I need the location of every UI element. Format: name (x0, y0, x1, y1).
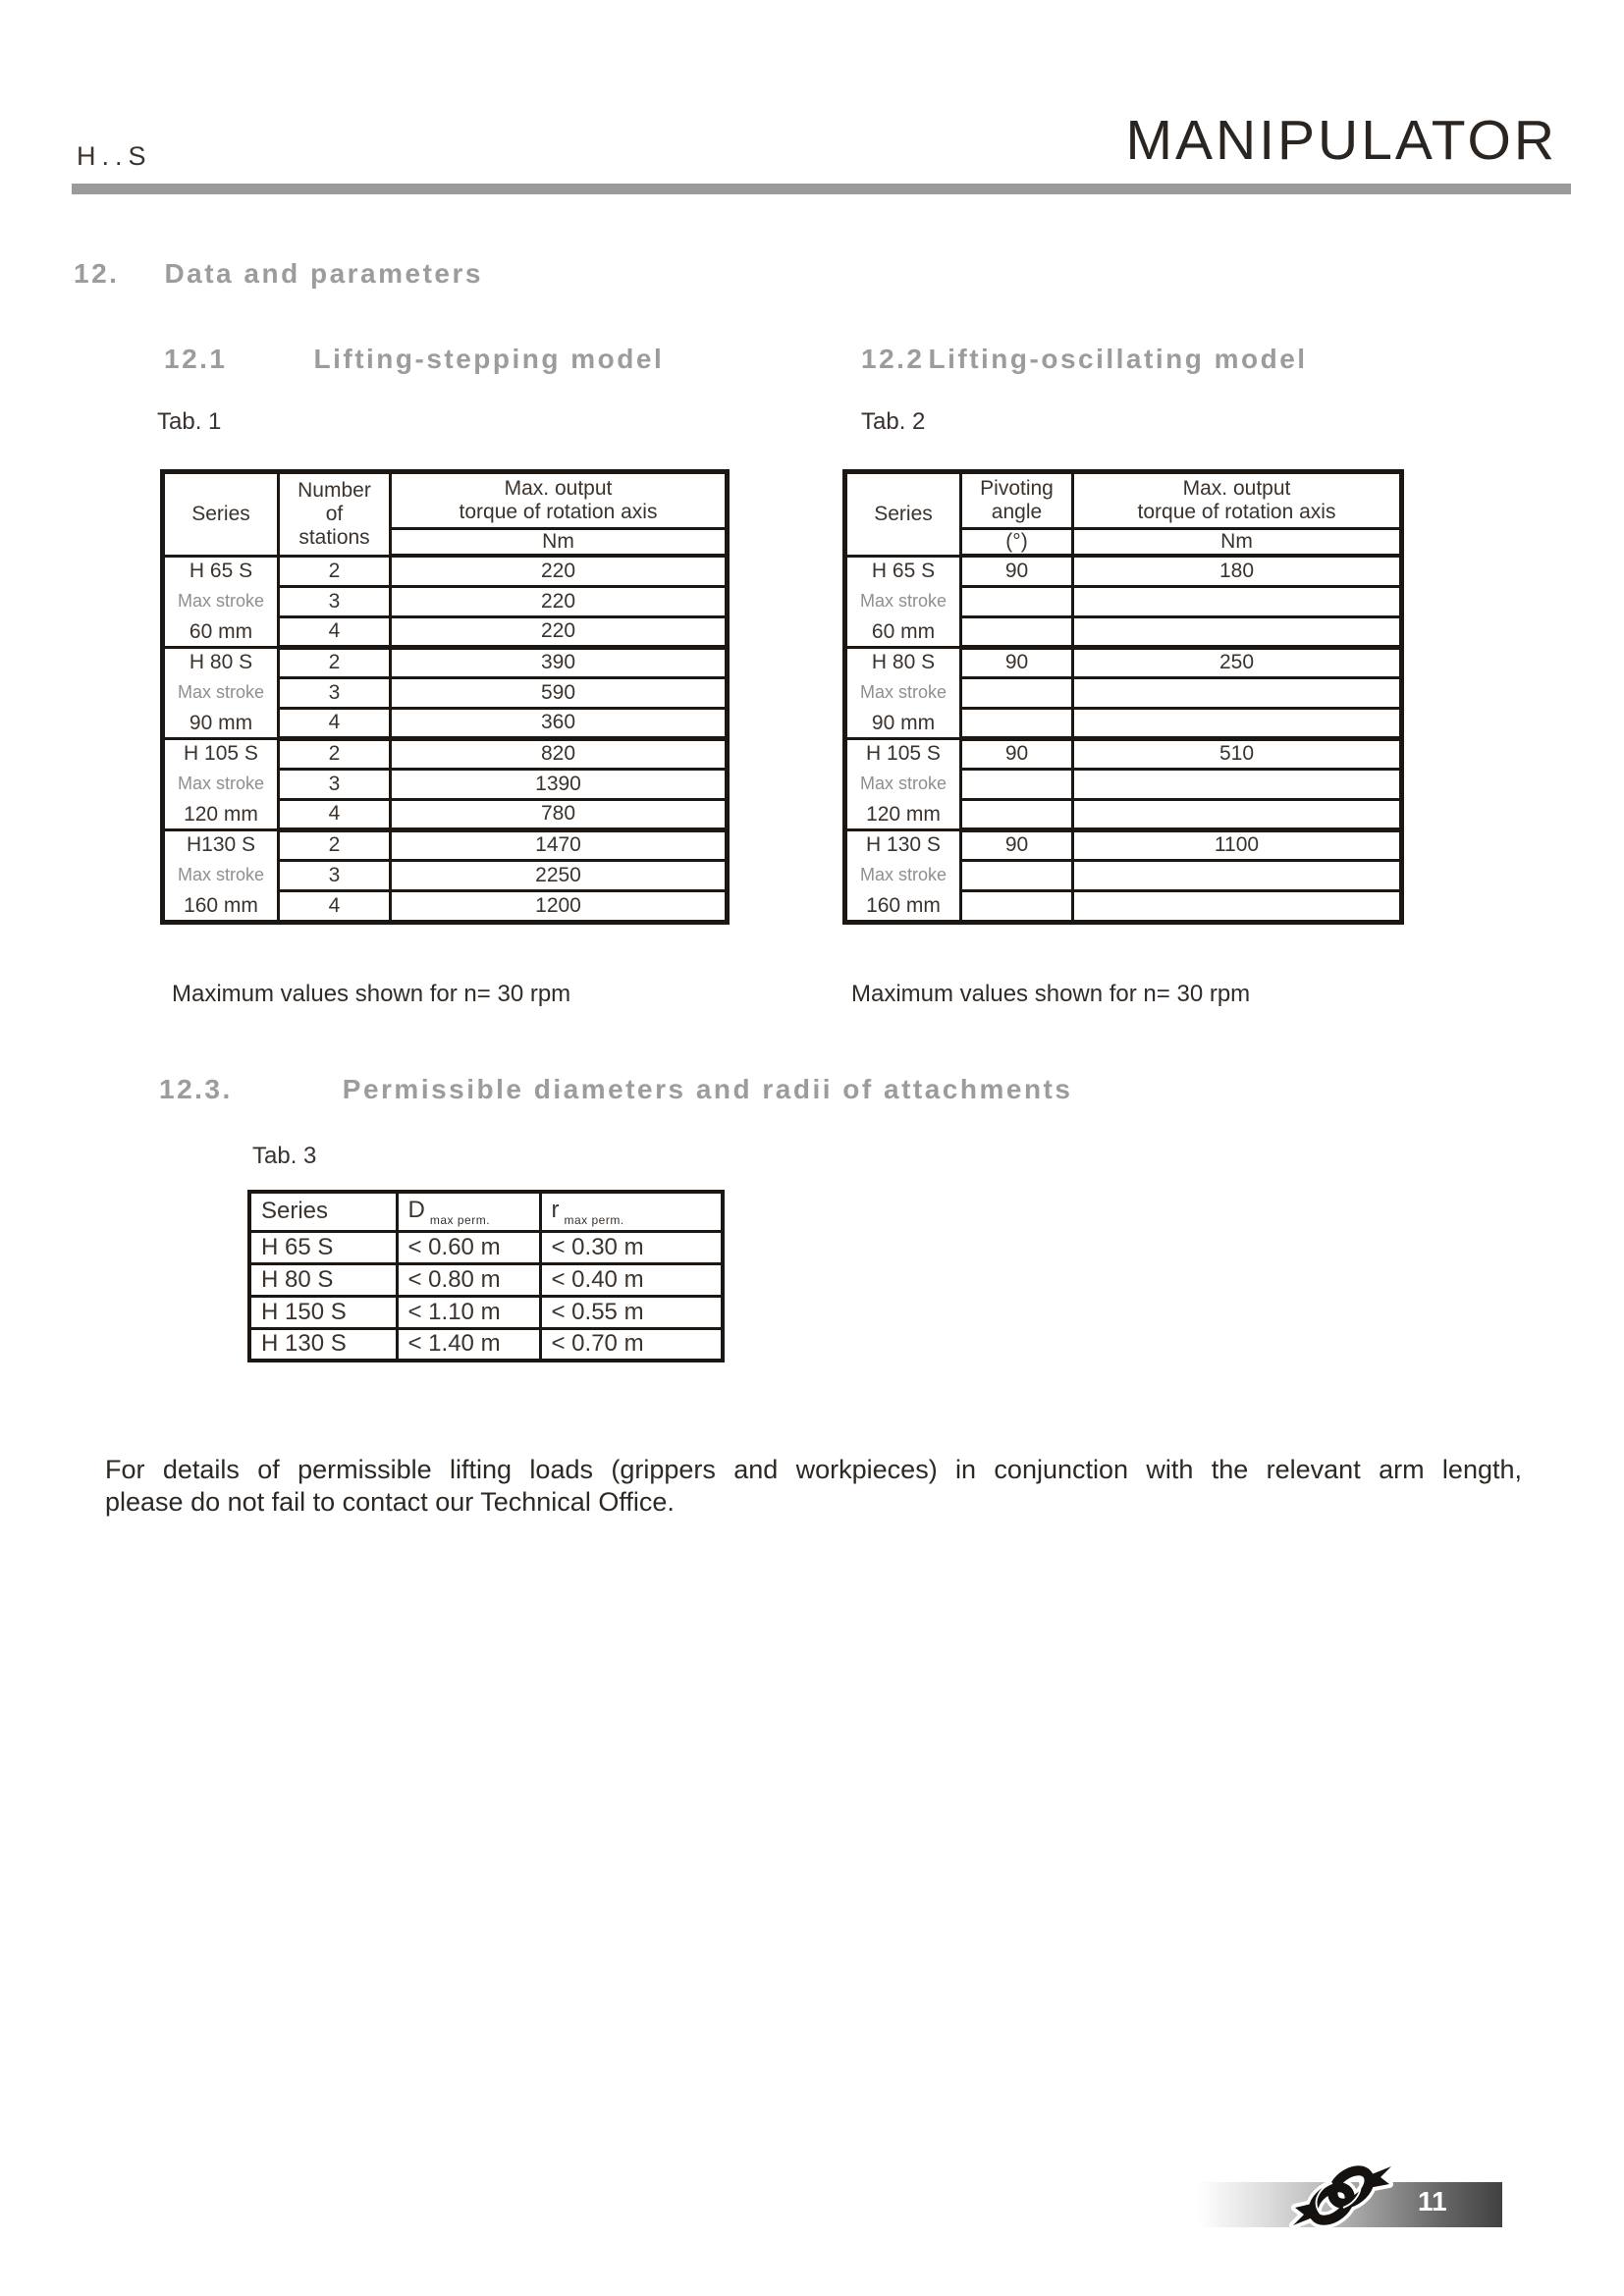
series-stroke: 120 mm (184, 802, 258, 826)
series-stroke: 90 mm (871, 711, 936, 734)
series-note: Max stroke (177, 591, 265, 611)
angle-cell: 90 (961, 556, 1073, 586)
t2-header-torque-line2: torque of rotation axis (1137, 501, 1336, 523)
paragraph-line1: For details of permissible lifting loads (grippers and workpieces) in conjunction with the relevant arm length, (105, 1455, 1522, 1484)
t1-series-group-h80s (163, 647, 279, 738)
series-note: Max stroke (859, 774, 947, 793)
t3-series-cell: H 150 S (249, 1296, 397, 1328)
torque-cell: 1470 (391, 829, 728, 860)
table-permissible-diameters (247, 1190, 725, 1362)
series-name: H 65 S (871, 559, 936, 582)
section-heading-12-1 (164, 344, 664, 375)
series-note: Max stroke (177, 682, 265, 702)
angle-cell (961, 708, 1073, 738)
t2-header-torque-line1: Max. output (1182, 476, 1291, 500)
torque-cell: 2250 (391, 860, 728, 890)
model-code: H..S (77, 141, 152, 171)
torque-cell (1073, 860, 1402, 890)
torque-cell (1073, 708, 1402, 738)
t3-r-cell: < 0.30 m (540, 1231, 723, 1263)
torque-cell (1073, 677, 1402, 708)
angle-cell (961, 586, 1073, 616)
t1-header-stations (279, 472, 391, 557)
tab3-label: Tab. 3 (252, 1143, 317, 1169)
t2-header-angle-line1: Pivoting (980, 476, 1054, 500)
stations-cell: 3 (279, 860, 391, 890)
section-heading-12-2 (861, 344, 1308, 375)
t3-header-r-symbol: r (551, 1196, 560, 1223)
header-rule (72, 184, 1571, 194)
series-name: H 80 S (871, 650, 936, 673)
angle-cell (961, 616, 1073, 647)
torque-cell: 1100 (1073, 829, 1402, 860)
t3-series-cell: H 65 S (249, 1231, 397, 1263)
t2-series-group-h105s (845, 738, 961, 829)
paragraph-line2: please do not fail to contact our Technical Office. (105, 1487, 675, 1518)
torque-cell (1073, 586, 1402, 616)
angle-cell (961, 769, 1073, 799)
series-note: Max stroke (177, 774, 265, 793)
torque-cell (1073, 769, 1402, 799)
contact-paragraph (105, 1454, 1522, 1519)
torque-cell: 820 (391, 738, 728, 769)
series-name: H 105 S (184, 741, 258, 765)
torque-cell: 510 (1073, 738, 1402, 769)
torque-cell: 180 (1073, 556, 1402, 586)
t3-d-cell: < 1.10 m (397, 1296, 540, 1328)
series-note: Max stroke (177, 865, 265, 884)
torque-cell: 220 (391, 616, 728, 647)
t2-series-group-h130s (845, 829, 961, 922)
section-title: Lifting-oscillating model (928, 344, 1308, 374)
stations-cell: 2 (279, 829, 391, 860)
section-title: Permissible diameters and radii of attachments (342, 1074, 1073, 1104)
angle-cell (961, 891, 1073, 922)
torque-cell: 590 (391, 677, 728, 708)
stations-cell: 2 (279, 556, 391, 586)
torque-cell: 220 (391, 586, 728, 616)
t1-header-torque-line1: Max. output (504, 476, 613, 500)
t2-unit-deg: (°) (961, 529, 1073, 557)
series-stroke: 120 mm (866, 802, 941, 826)
t3-series-cell: H 80 S (249, 1263, 397, 1296)
t2-series-group-h80s (845, 647, 961, 738)
stations-cell: 4 (279, 891, 391, 922)
stations-cell: 4 (279, 799, 391, 829)
t2-series-group-h65s (845, 556, 961, 647)
torque-cell: 1390 (391, 769, 728, 799)
page-number: 11 (1418, 2186, 1447, 2216)
series-name: H 105 S (866, 741, 941, 765)
torque-cell (1073, 891, 1402, 922)
series-stroke: 160 mm (866, 893, 941, 917)
angle-cell: 90 (961, 647, 1073, 677)
torque-cell: 220 (391, 556, 728, 586)
section-number: 12.2 (861, 344, 925, 374)
torque-cell: 360 (391, 708, 728, 738)
series-stroke: 160 mm (184, 893, 258, 917)
t1-header-stations-line3: stations (298, 525, 370, 549)
angle-cell (961, 677, 1073, 708)
t2-header-torque (1073, 472, 1402, 529)
t3-header-series: Series (249, 1192, 397, 1231)
t2-header-angle (961, 472, 1073, 529)
t3-r-cell: < 0.55 m (540, 1296, 723, 1328)
t1-header-series: Series (163, 472, 279, 557)
t3-series-cell: H 130 S (249, 1328, 397, 1361)
stations-cell: 4 (279, 708, 391, 738)
series-note: Max stroke (859, 591, 947, 611)
series-name: H130 S (186, 832, 256, 856)
torque-cell (1073, 799, 1402, 829)
torque-cell: 780 (391, 799, 728, 829)
stations-cell: 2 (279, 647, 391, 677)
section-number: 12.1 (164, 344, 228, 374)
stations-cell: 2 (279, 738, 391, 769)
series-name: H 80 S (189, 650, 253, 673)
t3-r-cell: < 0.70 m (540, 1328, 723, 1361)
t3-header-d (397, 1192, 540, 1231)
section-heading-12 (74, 258, 483, 290)
t3-d-cell: < 1.40 m (397, 1328, 540, 1361)
t3-d-cell: < 0.80 m (397, 1263, 540, 1296)
torque-cell (1073, 616, 1402, 647)
table-lifting-stepping (160, 469, 730, 925)
stations-cell: 3 (279, 586, 391, 616)
t3-header-r (540, 1192, 723, 1231)
t1-series-group-h130s (163, 829, 279, 922)
section-number: 12. (74, 258, 120, 289)
section-heading-12-3 (159, 1074, 1072, 1105)
t3-r-cell: < 0.40 m (540, 1263, 723, 1296)
section-number: 12.3. (159, 1074, 233, 1104)
knot-logo-icon (1286, 2158, 1396, 2236)
section-title: Lifting-stepping model (313, 344, 665, 374)
t2-header-angle-line2: angle (991, 501, 1043, 523)
tab2-label: Tab. 2 (861, 408, 926, 435)
t3-d-cell: < 0.60 m (397, 1231, 540, 1263)
angle-cell: 90 (961, 829, 1073, 860)
stations-cell: 3 (279, 769, 391, 799)
t1-header-stations-line2: of (325, 502, 344, 525)
t1-series-group-h65s (163, 556, 279, 647)
series-note: Max stroke (859, 865, 947, 884)
series-name: H 65 S (189, 559, 253, 582)
tab1-label: Tab. 1 (157, 408, 222, 435)
section-title: Data and parameters (164, 258, 483, 289)
angle-cell (961, 799, 1073, 829)
t1-series-group-h105s (163, 738, 279, 829)
brand-logotype: MANIPULATOR (1125, 109, 1557, 172)
series-stroke: 60 mm (189, 619, 253, 643)
t1-header-torque-line2: torque of rotation axis (459, 501, 658, 523)
t3-header-d-symbol: D (407, 1196, 425, 1223)
torque-cell: 1200 (391, 891, 728, 922)
torque-cell: 390 (391, 647, 728, 677)
t1-header-stations-line1: Number (298, 478, 371, 502)
table2-caption: Maximum values shown for n= 30 rpm (851, 981, 1251, 1007)
t2-header-series: Series (845, 472, 961, 557)
torque-cell: 250 (1073, 647, 1402, 677)
table-lifting-oscillating (842, 469, 1404, 925)
series-stroke: 60 mm (871, 619, 936, 643)
series-name: H 130 S (866, 832, 941, 856)
stations-cell: 3 (279, 677, 391, 708)
t2-unit-nm: Nm (1073, 529, 1402, 557)
t1-unit-nm: Nm (391, 529, 728, 557)
angle-cell: 90 (961, 738, 1073, 769)
table1-caption: Maximum values shown for n= 30 rpm (172, 981, 571, 1007)
stations-cell: 4 (279, 616, 391, 647)
angle-cell (961, 860, 1073, 890)
t3-header-r-sub: max perm. (564, 1212, 624, 1227)
t3-header-d-sub: max perm. (429, 1212, 491, 1227)
t1-header-torque (391, 472, 728, 529)
series-stroke: 90 mm (189, 711, 253, 734)
series-note: Max stroke (859, 682, 947, 702)
